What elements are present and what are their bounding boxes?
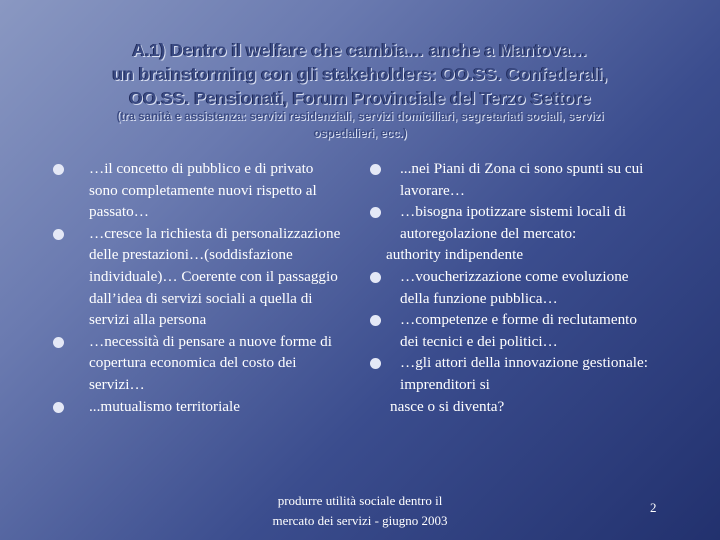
left-bullet-list — [52, 158, 342, 417]
bullet-text: …cresce la richiesta di personalizzazione delle prestazioni…(soddisfazione individuale)… Coerente con il passaggio dall’idea di servizi sociali a quella di servizi alla persona — [89, 224, 341, 329]
bullet-icon — [53, 229, 64, 240]
list-item — [52, 223, 342, 331]
list-item — [52, 158, 342, 223]
bullet-text: …competenze e forme di reclutamento dei tecnici e dei politici… — [400, 311, 637, 350]
bullet-icon — [370, 315, 381, 326]
slide-title — [60, 38, 660, 110]
bullet-icon — [370, 272, 381, 283]
bullet-icon — [370, 207, 381, 218]
bullet-text: …necessità di pensare a nuove forme di copertura economica del costo dei servizi… — [89, 332, 332, 393]
list-item — [362, 158, 657, 201]
list-item — [362, 309, 657, 352]
subtitle-line: ospedalieri, ecc.) — [313, 128, 407, 140]
list-item — [52, 331, 342, 396]
footer-line: mercato dei servizi - giugno 2003 — [272, 513, 448, 528]
slide-subtitle — [60, 109, 660, 143]
title-line: OO.SS. Pensionati, Forum Provinciale del Terzo Settore — [129, 88, 591, 108]
subtitle-line: (tra sanità e assistenza: servizi residenziali, servizi domiciliari, segretariati sociali, servizi — [116, 111, 604, 123]
list-item — [52, 396, 342, 418]
bullet-text: …voucherizzazione come evoluzione della funzione pubblica… — [400, 267, 629, 307]
slide-footer — [250, 491, 470, 531]
list-item — [362, 201, 657, 266]
continuation-text: authority indipendente — [386, 246, 524, 264]
page-number: 2 — [650, 500, 657, 515]
bullet-text: ...mutualismo territoriale — [89, 397, 240, 415]
bullet-text: …bisogna ipotizzare sistemi locali di autoregolazione del mercato: — [400, 203, 627, 242]
bullet-icon — [53, 337, 64, 348]
bullet-text: …il concetto di pubblico e di privato sono completamente nuovi rispetto al passato… — [89, 160, 317, 221]
bullet-text: ...nei Piani di Zona ci sono spunti su cui lavorare… — [400, 160, 644, 199]
bullet-icon — [370, 358, 381, 369]
bullet-icon — [53, 402, 64, 413]
right-bullet-list — [362, 158, 657, 417]
bullet-icon — [370, 164, 381, 175]
list-item — [362, 352, 657, 417]
title-line: A.1) Dentro il welfare che cambia… anche a Mantova… — [132, 40, 588, 60]
bullet-text: …gli attori della innovazione gestionale: imprenditori si — [400, 354, 648, 393]
list-item — [362, 266, 657, 309]
title-line: un brainstorming con gli stakeholders: OO.SS. Confederali, — [112, 64, 608, 84]
bullet-icon — [53, 164, 64, 175]
footer-line: produrre utilità sociale dentro il — [277, 493, 443, 508]
continuation-text: nasce o si diventa? — [390, 397, 505, 415]
